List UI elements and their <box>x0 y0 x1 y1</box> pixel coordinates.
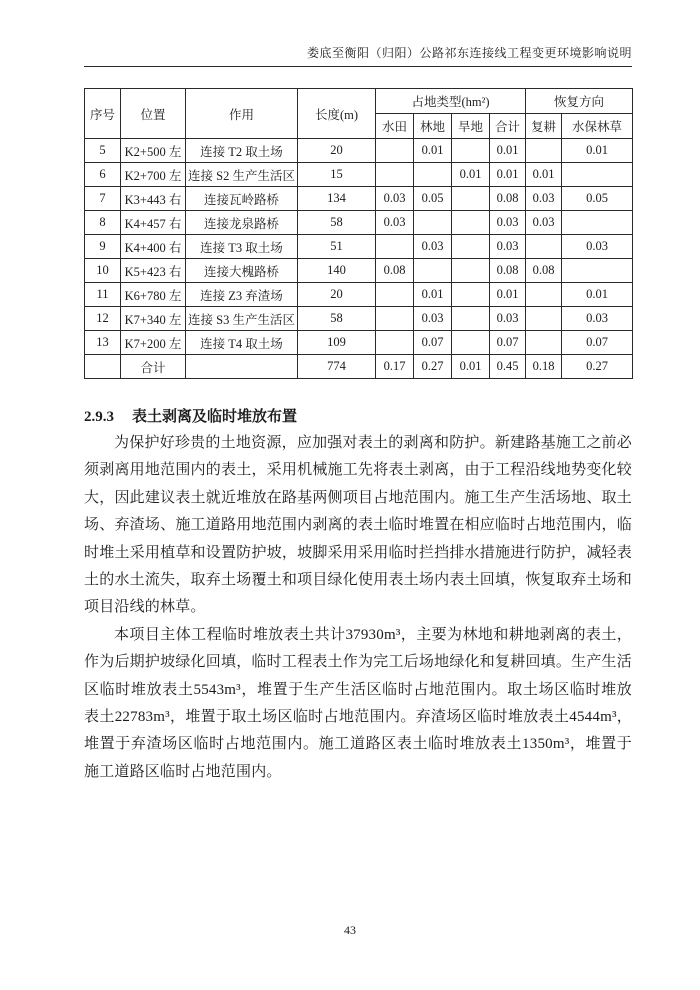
table-cell: 连接大槐路桥 <box>186 259 298 283</box>
table-cell: 9 <box>85 235 121 259</box>
table-cell <box>376 139 414 163</box>
table-cell: 8 <box>85 211 121 235</box>
table-cell: 6 <box>85 163 121 187</box>
table-cell: 15 <box>298 163 376 187</box>
table-cell: 0.03 <box>414 307 452 331</box>
table-cell: 0.07 <box>414 331 452 355</box>
table-cell: 连接 Z3 弃渣场 <box>186 283 298 307</box>
table-cell: 0.18 <box>526 355 562 379</box>
table-row <box>85 331 633 355</box>
table-cell <box>376 163 414 187</box>
table-cell: 0.08 <box>490 187 526 211</box>
table-row <box>85 187 633 211</box>
table-cell <box>85 355 121 379</box>
table-cell: K7+340 左 <box>121 307 186 331</box>
table-cell: K5+423 右 <box>121 259 186 283</box>
table-cell: 10 <box>85 259 121 283</box>
table-row <box>85 163 633 187</box>
table-cell <box>562 211 633 235</box>
table-cell: 0.03 <box>376 211 414 235</box>
table-cell <box>414 163 452 187</box>
running-head-title: 娄底至衡阳（归阳）公路祁东连接线工程变更环境影响说明 <box>84 44 632 67</box>
table-cell: 20 <box>298 139 376 163</box>
table-row <box>85 355 633 379</box>
table-cell: 5 <box>85 139 121 163</box>
table-cell: K2+500 左 <box>121 139 186 163</box>
table-cell: 58 <box>298 307 376 331</box>
table-cell <box>376 307 414 331</box>
table-cell <box>452 211 490 235</box>
table-cell <box>526 283 562 307</box>
table-cell: 12 <box>85 307 121 331</box>
table-cell <box>452 235 490 259</box>
table-cell: 0.03 <box>376 187 414 211</box>
column-header-conservation: 水保林草 <box>562 114 633 139</box>
table-cell: 0.07 <box>562 331 633 355</box>
body-paragraph-1: 为保护好珍贵的土地资源，应加强对表土的剥离和防护。新建路基施工之前必须剥离用地范围内的表土，采用机械施工先将表土剥离，由于工程沿线地势变化较大，因此建议表土就近堆放在路基两侧项目占地范围内。施工生产生活场地、取土场、弃渣场、施工道路用地范围内剥离的表土临时堆置在相应临时占地范围内，临时堆土采用植草和设置防护坡，坡脚采用采用临时拦挡排水措施进行防护，减轻表土的水土流失，取弃土场覆土和项目绿化使用表土场内表土回填，恢复取弃土场和项目沿线的林草。 <box>84 435 632 616</box>
table-row <box>85 235 633 259</box>
table-cell: 0.17 <box>376 355 414 379</box>
table-cell: 0.03 <box>414 235 452 259</box>
table-cell: 58 <box>298 211 376 235</box>
table-cell: 0.08 <box>376 259 414 283</box>
table-cell <box>414 211 452 235</box>
column-header-seq: 序号 <box>85 89 121 139</box>
page-content <box>84 0 632 786</box>
column-header-position: 位置 <box>121 89 186 139</box>
column-header-function: 作用 <box>186 89 298 139</box>
column-header-dry: 旱地 <box>452 114 490 139</box>
table-cell: 0.03 <box>562 307 633 331</box>
table-row <box>85 139 633 163</box>
table-cell: K7+200 左 <box>121 331 186 355</box>
table-cell: 0.01 <box>490 139 526 163</box>
table-cell: 连接 T2 取土场 <box>186 139 298 163</box>
table-cell: 连接 T3 取土场 <box>186 235 298 259</box>
table-header-row-1 <box>85 89 633 114</box>
table-cell: 11 <box>85 283 121 307</box>
table-cell <box>452 187 490 211</box>
table-cell: 0.03 <box>490 211 526 235</box>
table-cell: 0.01 <box>452 355 490 379</box>
table-cell: 0.01 <box>562 283 633 307</box>
body-paragraph-2: 本项目主体工程临时堆放表土共计37930m³，主要为林地和耕地剥离的表土，作为后期护坡绿化回填，临时工程表土作为完工后场地绿化和复耕回填。生产生活区临时堆放表土5543m³，堆置于生产生活区临时占地范围内。取土场区临时堆放表土22783m³，堆置于取土场区临时占地范围内。弃渣场区临时堆放表土4544m³，堆置于弃渣场区临时占地范围内。施工道路区表土临时堆放表土1350m³，堆置于施工道路区临时占地范围内。 <box>84 626 632 780</box>
section-heading <box>84 405 632 426</box>
table-cell: 0.08 <box>490 259 526 283</box>
table-row <box>85 259 633 283</box>
table-cell: 0.45 <box>490 355 526 379</box>
table-cell <box>526 235 562 259</box>
table-cell: K3+443 右 <box>121 187 186 211</box>
table-cell: 0.05 <box>562 187 633 211</box>
document-header <box>84 0 632 67</box>
table-cell: 连接 S2 生产生活区 <box>186 163 298 187</box>
table-cell <box>376 235 414 259</box>
table-cell <box>452 139 490 163</box>
column-header-forest: 林地 <box>414 114 452 139</box>
column-header-land-type-group: 占地类型(hm²) <box>376 89 526 114</box>
table-cell <box>452 259 490 283</box>
table-cell: 合计 <box>121 355 186 379</box>
table-cell: K6+780 左 <box>121 283 186 307</box>
table-cell: 0.27 <box>562 355 633 379</box>
table-cell: 0.01 <box>414 139 452 163</box>
table-cell: K4+457 右 <box>121 211 186 235</box>
table-row <box>85 307 633 331</box>
table-cell: 134 <box>298 187 376 211</box>
table-cell <box>562 259 633 283</box>
table-body <box>85 139 633 379</box>
table-header <box>85 89 633 139</box>
table-cell: 7 <box>85 187 121 211</box>
table-cell <box>452 283 490 307</box>
column-header-total: 合计 <box>490 114 526 139</box>
table-cell: 0.01 <box>526 163 562 187</box>
table-cell <box>186 355 298 379</box>
table-cell: K4+400 右 <box>121 235 186 259</box>
table-row <box>85 283 633 307</box>
table-cell: 0.07 <box>490 331 526 355</box>
table-cell <box>526 331 562 355</box>
land-use-table <box>84 88 633 379</box>
table-cell <box>376 283 414 307</box>
table-cell: 51 <box>298 235 376 259</box>
table-cell: 0.03 <box>526 211 562 235</box>
table-cell: 连接龙泉路桥 <box>186 211 298 235</box>
section-title: 表土剥离及临时堆放布置 <box>132 409 298 425</box>
table-cell: 连接 T4 取土场 <box>186 331 298 355</box>
table-cell: 0.03 <box>562 235 633 259</box>
table-cell <box>452 307 490 331</box>
table-cell: 13 <box>85 331 121 355</box>
table-cell <box>526 139 562 163</box>
column-header-paddy: 水田 <box>376 114 414 139</box>
column-header-length: 长度(m) <box>298 89 376 139</box>
table-cell: 0.03 <box>490 307 526 331</box>
column-header-restore-group: 恢复方向 <box>526 89 633 114</box>
table-cell: 0.03 <box>490 235 526 259</box>
page-number: 43 <box>344 923 356 937</box>
table-cell: 连接 S3 生产生活区 <box>186 307 298 331</box>
table-cell: 0.01 <box>414 283 452 307</box>
table-cell: 774 <box>298 355 376 379</box>
table-cell <box>526 307 562 331</box>
table-cell <box>376 331 414 355</box>
table-cell: 连接瓦岭路桥 <box>186 187 298 211</box>
column-header-recultivate: 复耕 <box>526 114 562 139</box>
table-cell: 0.01 <box>490 163 526 187</box>
table-cell: 109 <box>298 331 376 355</box>
table-cell: 20 <box>298 283 376 307</box>
table-cell: 0.05 <box>414 187 452 211</box>
table-cell: 0.01 <box>490 283 526 307</box>
table-cell <box>562 163 633 187</box>
table-cell <box>452 331 490 355</box>
table-cell: 0.03 <box>526 187 562 211</box>
section-number: 2.9.3 <box>84 409 114 425</box>
table-cell: 0.01 <box>562 139 633 163</box>
table-cell: 0.01 <box>452 163 490 187</box>
table-cell: 0.08 <box>526 259 562 283</box>
table-cell: 0.27 <box>414 355 452 379</box>
table-row <box>85 211 633 235</box>
table-cell: K2+700 左 <box>121 163 186 187</box>
table-cell: 140 <box>298 259 376 283</box>
table-cell <box>414 259 452 283</box>
